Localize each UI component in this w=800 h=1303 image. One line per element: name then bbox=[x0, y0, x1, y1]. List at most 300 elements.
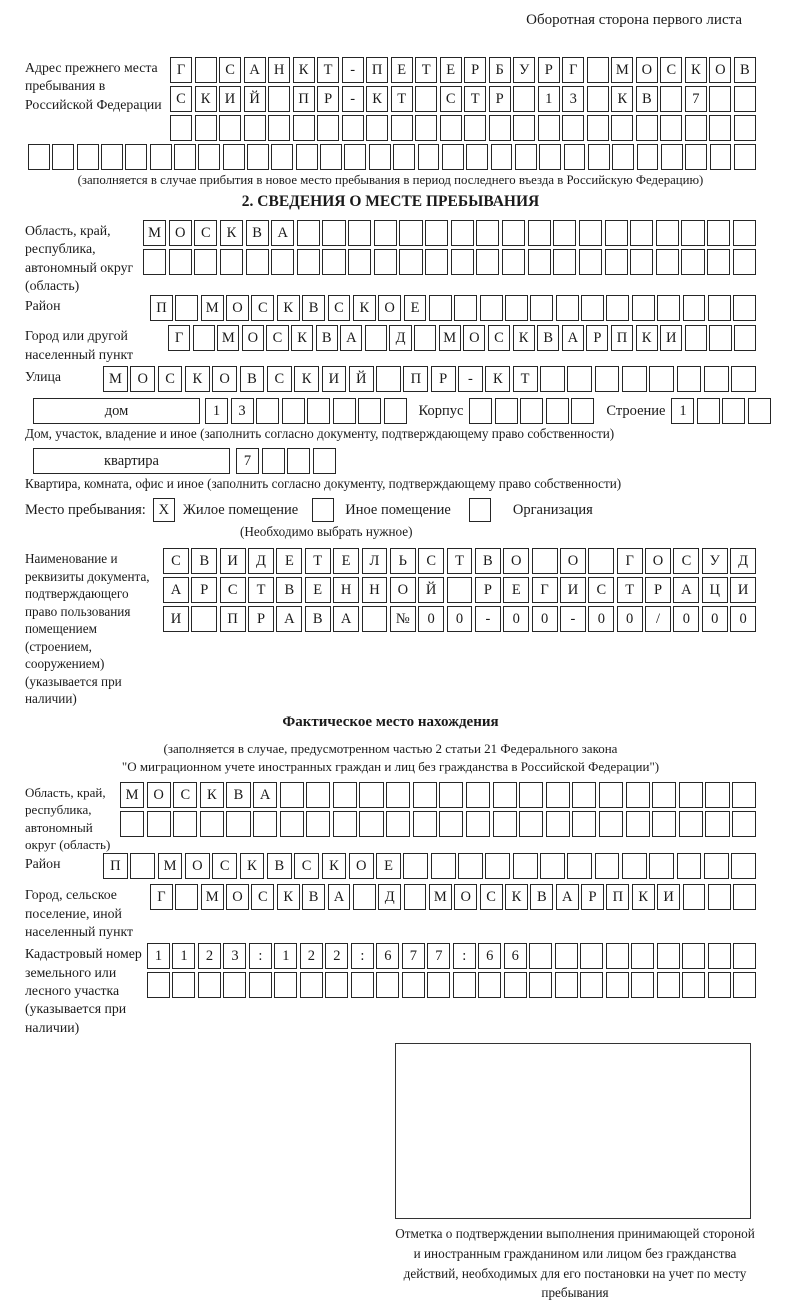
char-cell[interactable] bbox=[464, 115, 486, 141]
char-cell[interactable] bbox=[683, 884, 706, 910]
char-cell[interactable]: : bbox=[453, 943, 476, 969]
char-cell[interactable] bbox=[287, 448, 310, 474]
char-cell[interactable] bbox=[528, 220, 551, 246]
char-cell[interactable] bbox=[296, 144, 318, 170]
char-cell[interactable] bbox=[540, 853, 565, 879]
char-cell[interactable] bbox=[626, 811, 650, 837]
char-cell[interactable]: Ц bbox=[702, 577, 728, 603]
char-cell[interactable] bbox=[219, 115, 241, 141]
char-cell[interactable]: 0 bbox=[532, 606, 558, 632]
char-cell[interactable] bbox=[374, 249, 397, 275]
char-cell[interactable]: В bbox=[537, 325, 559, 351]
char-cell[interactable] bbox=[733, 220, 756, 246]
char-cell[interactable]: К bbox=[277, 884, 300, 910]
char-cell[interactable] bbox=[555, 943, 578, 969]
char-cell[interactable]: О bbox=[242, 325, 264, 351]
char-cell[interactable] bbox=[268, 115, 290, 141]
char-cell[interactable] bbox=[661, 144, 683, 170]
char-cell[interactable] bbox=[605, 220, 628, 246]
char-cell[interactable] bbox=[519, 811, 543, 837]
char-cell[interactable]: - bbox=[342, 57, 364, 83]
char-cell[interactable] bbox=[567, 366, 592, 392]
char-cell[interactable] bbox=[431, 853, 456, 879]
char-cell[interactable] bbox=[399, 220, 422, 246]
char-cell[interactable] bbox=[657, 943, 680, 969]
char-cell[interactable]: Н bbox=[333, 577, 359, 603]
char-cell[interactable] bbox=[631, 943, 654, 969]
char-cell[interactable] bbox=[656, 220, 679, 246]
char-cell[interactable] bbox=[599, 782, 623, 808]
char-cell[interactable] bbox=[489, 115, 511, 141]
char-cell[interactable]: М bbox=[201, 884, 224, 910]
char-cell[interactable]: В bbox=[530, 884, 553, 910]
char-cell[interactable] bbox=[485, 853, 510, 879]
char-cell[interactable] bbox=[734, 144, 756, 170]
char-cell[interactable]: 0 bbox=[730, 606, 756, 632]
char-cell[interactable] bbox=[476, 220, 499, 246]
char-cell[interactable] bbox=[579, 220, 602, 246]
char-cell[interactable] bbox=[530, 295, 553, 321]
char-cell[interactable] bbox=[734, 115, 756, 141]
char-cell[interactable]: Е bbox=[391, 57, 413, 83]
char-cell[interactable] bbox=[376, 366, 401, 392]
char-cell[interactable] bbox=[101, 144, 123, 170]
char-cell[interactable] bbox=[300, 972, 323, 998]
char-cell[interactable]: Т bbox=[464, 86, 486, 112]
char-cell[interactable] bbox=[256, 398, 279, 424]
char-cell[interactable] bbox=[458, 853, 483, 879]
char-cell[interactable]: Г bbox=[170, 57, 192, 83]
char-cell[interactable]: С bbox=[251, 884, 274, 910]
char-cell[interactable]: У bbox=[702, 548, 728, 574]
char-cell[interactable] bbox=[246, 249, 269, 275]
char-cell[interactable] bbox=[622, 366, 647, 392]
char-cell[interactable] bbox=[652, 811, 676, 837]
char-cell[interactable]: М bbox=[120, 782, 144, 808]
char-cell[interactable] bbox=[705, 811, 729, 837]
char-cell[interactable] bbox=[253, 811, 277, 837]
char-cell[interactable]: В bbox=[636, 86, 658, 112]
char-cell[interactable] bbox=[567, 853, 592, 879]
char-cell[interactable]: В bbox=[191, 548, 217, 574]
char-cell[interactable]: К bbox=[240, 853, 265, 879]
char-cell[interactable] bbox=[413, 782, 437, 808]
char-cell[interactable]: 2 bbox=[325, 943, 348, 969]
char-cell[interactable]: С bbox=[266, 325, 288, 351]
char-cell[interactable]: 6 bbox=[478, 943, 501, 969]
char-cell[interactable] bbox=[529, 972, 552, 998]
char-cell[interactable] bbox=[733, 972, 756, 998]
char-cell[interactable] bbox=[274, 972, 297, 998]
char-cell[interactable] bbox=[520, 398, 543, 424]
char-cell[interactable]: В bbox=[302, 295, 325, 321]
char-cell[interactable]: А bbox=[271, 220, 294, 246]
char-cell[interactable]: 0 bbox=[447, 606, 473, 632]
char-cell[interactable] bbox=[333, 398, 356, 424]
char-cell[interactable] bbox=[707, 220, 730, 246]
char-cell[interactable] bbox=[393, 144, 415, 170]
char-cell[interactable]: Р bbox=[317, 86, 339, 112]
char-cell[interactable] bbox=[556, 295, 579, 321]
char-cell[interactable] bbox=[682, 972, 705, 998]
char-cell[interactable] bbox=[564, 144, 586, 170]
char-cell[interactable] bbox=[404, 884, 427, 910]
char-cell[interactable]: Д bbox=[730, 548, 756, 574]
char-cell[interactable]: М bbox=[611, 57, 633, 83]
char-cell[interactable]: Т bbox=[617, 577, 643, 603]
checkbox-inoe[interactable] bbox=[312, 498, 334, 522]
char-cell[interactable] bbox=[587, 57, 609, 83]
char-cell[interactable] bbox=[440, 115, 462, 141]
char-cell[interactable] bbox=[403, 853, 428, 879]
char-cell[interactable] bbox=[425, 249, 448, 275]
char-cell[interactable] bbox=[710, 144, 732, 170]
char-cell[interactable] bbox=[175, 884, 198, 910]
char-cell[interactable]: Е bbox=[404, 295, 427, 321]
char-cell[interactable]: П bbox=[220, 606, 246, 632]
char-cell[interactable] bbox=[733, 295, 756, 321]
char-cell[interactable] bbox=[532, 548, 558, 574]
char-cell[interactable]: С bbox=[418, 548, 444, 574]
char-cell[interactable] bbox=[170, 115, 192, 141]
char-cell[interactable]: Н bbox=[362, 577, 388, 603]
char-cell[interactable] bbox=[226, 811, 250, 837]
char-cell[interactable] bbox=[120, 811, 144, 837]
char-cell[interactable] bbox=[529, 943, 552, 969]
char-cell[interactable] bbox=[599, 811, 623, 837]
char-cell[interactable] bbox=[268, 86, 290, 112]
char-cell[interactable]: К bbox=[513, 325, 535, 351]
char-cell[interactable]: М bbox=[217, 325, 239, 351]
char-cell[interactable]: Б bbox=[489, 57, 511, 83]
char-cell[interactable] bbox=[553, 220, 576, 246]
char-cell[interactable]: 3 bbox=[231, 398, 254, 424]
char-cell[interactable] bbox=[605, 249, 628, 275]
char-cell[interactable]: К bbox=[195, 86, 217, 112]
char-cell[interactable] bbox=[611, 115, 633, 141]
char-cell[interactable]: Р bbox=[191, 577, 217, 603]
checkbox-organizatsiya[interactable] bbox=[469, 498, 491, 522]
char-cell[interactable] bbox=[193, 325, 215, 351]
char-cell[interactable] bbox=[466, 811, 490, 837]
char-cell[interactable] bbox=[587, 86, 609, 112]
char-cell[interactable] bbox=[732, 811, 756, 837]
char-cell[interactable]: О bbox=[169, 220, 192, 246]
char-cell[interactable] bbox=[528, 249, 551, 275]
char-cell[interactable] bbox=[504, 972, 527, 998]
char-cell[interactable]: С bbox=[660, 57, 682, 83]
char-cell[interactable] bbox=[130, 853, 155, 879]
char-cell[interactable] bbox=[451, 220, 474, 246]
char-cell[interactable] bbox=[734, 86, 756, 112]
char-cell[interactable]: В bbox=[267, 853, 292, 879]
char-cell[interactable] bbox=[476, 249, 499, 275]
char-cell[interactable]: К bbox=[636, 325, 658, 351]
char-cell[interactable] bbox=[612, 144, 634, 170]
char-cell[interactable]: Й bbox=[349, 366, 374, 392]
char-cell[interactable]: 1 bbox=[205, 398, 228, 424]
char-cell[interactable] bbox=[125, 144, 147, 170]
char-cell[interactable] bbox=[271, 249, 294, 275]
char-cell[interactable]: А bbox=[340, 325, 362, 351]
char-cell[interactable]: С bbox=[163, 548, 189, 574]
char-cell[interactable] bbox=[595, 366, 620, 392]
char-cell[interactable] bbox=[143, 249, 166, 275]
char-cell[interactable]: Т bbox=[305, 548, 331, 574]
char-cell[interactable] bbox=[681, 220, 704, 246]
char-cell[interactable] bbox=[708, 972, 731, 998]
char-cell[interactable] bbox=[636, 115, 658, 141]
char-cell[interactable] bbox=[297, 249, 320, 275]
char-cell[interactable] bbox=[194, 249, 217, 275]
char-cell[interactable] bbox=[657, 972, 680, 998]
char-cell[interactable]: Л bbox=[362, 548, 388, 574]
char-cell[interactable]: Д bbox=[389, 325, 411, 351]
char-cell[interactable] bbox=[384, 398, 407, 424]
char-cell[interactable] bbox=[451, 249, 474, 275]
char-cell[interactable] bbox=[220, 249, 243, 275]
char-cell[interactable]: О bbox=[454, 884, 477, 910]
char-cell[interactable]: У bbox=[513, 57, 535, 83]
char-cell[interactable]: 7 bbox=[236, 448, 259, 474]
char-cell[interactable] bbox=[374, 220, 397, 246]
char-cell[interactable] bbox=[606, 295, 629, 321]
char-cell[interactable] bbox=[722, 398, 745, 424]
char-cell[interactable]: Т bbox=[415, 57, 437, 83]
char-cell[interactable] bbox=[546, 782, 570, 808]
char-cell[interactable]: 7 bbox=[427, 943, 450, 969]
char-cell[interactable]: О bbox=[560, 548, 586, 574]
char-cell[interactable]: 1 bbox=[147, 943, 170, 969]
char-cell[interactable] bbox=[28, 144, 50, 170]
char-cell[interactable] bbox=[579, 249, 602, 275]
char-cell[interactable]: М bbox=[103, 366, 128, 392]
char-cell[interactable] bbox=[656, 249, 679, 275]
char-cell[interactable] bbox=[708, 884, 731, 910]
char-cell[interactable]: Т bbox=[447, 548, 473, 574]
char-cell[interactable] bbox=[317, 115, 339, 141]
char-cell[interactable]: С bbox=[480, 884, 503, 910]
char-cell[interactable]: 7 bbox=[685, 86, 707, 112]
char-cell[interactable] bbox=[697, 398, 720, 424]
char-cell[interactable] bbox=[223, 144, 245, 170]
char-cell[interactable] bbox=[362, 606, 388, 632]
char-cell[interactable] bbox=[169, 249, 192, 275]
char-cell[interactable]: Е bbox=[305, 577, 331, 603]
char-cell[interactable] bbox=[453, 972, 476, 998]
char-cell[interactable] bbox=[77, 144, 99, 170]
char-cell[interactable]: К bbox=[220, 220, 243, 246]
char-cell[interactable]: К bbox=[291, 325, 313, 351]
char-cell[interactable] bbox=[679, 782, 703, 808]
char-cell[interactable]: О bbox=[185, 853, 210, 879]
char-cell[interactable]: П bbox=[611, 325, 633, 351]
char-cell[interactable]: Д bbox=[378, 884, 401, 910]
char-cell[interactable]: С bbox=[173, 782, 197, 808]
char-cell[interactable] bbox=[707, 249, 730, 275]
char-cell[interactable]: - bbox=[458, 366, 483, 392]
char-cell[interactable]: М bbox=[201, 295, 224, 321]
char-cell[interactable]: О bbox=[463, 325, 485, 351]
char-cell[interactable]: К bbox=[277, 295, 300, 321]
char-cell[interactable]: К bbox=[293, 57, 315, 83]
char-cell[interactable] bbox=[322, 220, 345, 246]
char-cell[interactable]: П bbox=[606, 884, 629, 910]
char-cell[interactable] bbox=[495, 398, 518, 424]
char-cell[interactable]: И bbox=[220, 548, 246, 574]
char-cell[interactable] bbox=[683, 295, 706, 321]
char-cell[interactable] bbox=[731, 366, 756, 392]
char-cell[interactable]: М bbox=[143, 220, 166, 246]
char-cell[interactable]: В bbox=[475, 548, 501, 574]
char-cell[interactable]: О bbox=[130, 366, 155, 392]
char-cell[interactable]: И bbox=[322, 366, 347, 392]
char-cell[interactable]: Е bbox=[333, 548, 359, 574]
char-cell[interactable]: О bbox=[378, 295, 401, 321]
char-cell[interactable]: А bbox=[276, 606, 302, 632]
char-cell[interactable] bbox=[150, 144, 172, 170]
char-cell[interactable]: С bbox=[294, 853, 319, 879]
char-cell[interactable] bbox=[734, 325, 756, 351]
char-cell[interactable] bbox=[649, 366, 674, 392]
char-cell[interactable] bbox=[200, 811, 224, 837]
char-cell[interactable] bbox=[466, 782, 490, 808]
char-cell[interactable] bbox=[399, 249, 422, 275]
char-cell[interactable] bbox=[365, 325, 387, 351]
char-cell[interactable]: 3 bbox=[562, 86, 584, 112]
char-cell[interactable] bbox=[262, 448, 285, 474]
char-cell[interactable] bbox=[469, 398, 492, 424]
char-cell[interactable] bbox=[540, 366, 565, 392]
char-cell[interactable]: 0 bbox=[702, 606, 728, 632]
char-cell[interactable] bbox=[513, 115, 535, 141]
char-cell[interactable] bbox=[297, 220, 320, 246]
char-cell[interactable]: О bbox=[349, 853, 374, 879]
char-cell[interactable] bbox=[677, 366, 702, 392]
char-cell[interactable]: К bbox=[353, 295, 376, 321]
char-cell[interactable]: А bbox=[253, 782, 277, 808]
char-cell[interactable]: К bbox=[611, 86, 633, 112]
char-cell[interactable]: С bbox=[488, 325, 510, 351]
char-cell[interactable]: С bbox=[158, 366, 183, 392]
char-cell[interactable] bbox=[439, 811, 463, 837]
char-cell[interactable] bbox=[478, 972, 501, 998]
char-cell[interactable] bbox=[244, 115, 266, 141]
char-cell[interactable]: Р bbox=[464, 57, 486, 83]
char-cell[interactable] bbox=[359, 782, 383, 808]
char-cell[interactable] bbox=[733, 249, 756, 275]
char-cell[interactable] bbox=[630, 249, 653, 275]
char-cell[interactable]: О bbox=[212, 366, 237, 392]
char-cell[interactable] bbox=[439, 782, 463, 808]
char-cell[interactable]: Р bbox=[489, 86, 511, 112]
char-cell[interactable]: В bbox=[302, 884, 325, 910]
char-cell[interactable]: В bbox=[305, 606, 331, 632]
char-cell[interactable] bbox=[587, 115, 609, 141]
char-cell[interactable]: С bbox=[219, 57, 241, 83]
char-cell[interactable] bbox=[513, 853, 538, 879]
char-cell[interactable] bbox=[502, 220, 525, 246]
char-cell[interactable]: В bbox=[240, 366, 265, 392]
char-cell[interactable] bbox=[351, 972, 374, 998]
char-cell[interactable]: С bbox=[267, 366, 292, 392]
char-cell[interactable] bbox=[306, 811, 330, 837]
char-cell[interactable] bbox=[386, 782, 410, 808]
char-cell[interactable]: А bbox=[244, 57, 266, 83]
char-cell[interactable]: Й bbox=[244, 86, 266, 112]
char-cell[interactable] bbox=[173, 811, 197, 837]
char-cell[interactable]: К bbox=[485, 366, 510, 392]
char-cell[interactable]: 1 bbox=[538, 86, 560, 112]
char-cell[interactable] bbox=[539, 144, 561, 170]
char-cell[interactable] bbox=[704, 853, 729, 879]
char-cell[interactable] bbox=[447, 577, 473, 603]
char-cell[interactable] bbox=[679, 811, 703, 837]
char-cell[interactable] bbox=[637, 144, 659, 170]
char-cell[interactable]: 1 bbox=[671, 398, 694, 424]
char-cell[interactable]: В bbox=[226, 782, 250, 808]
char-cell[interactable]: 2 bbox=[198, 943, 221, 969]
char-cell[interactable] bbox=[342, 115, 364, 141]
char-cell[interactable]: Н bbox=[268, 57, 290, 83]
char-cell[interactable] bbox=[307, 398, 330, 424]
char-cell[interactable]: С bbox=[212, 853, 237, 879]
char-cell[interactable] bbox=[282, 398, 305, 424]
char-cell[interactable]: Р bbox=[645, 577, 671, 603]
char-cell[interactable] bbox=[249, 972, 272, 998]
char-cell[interactable] bbox=[580, 943, 603, 969]
char-cell[interactable] bbox=[195, 115, 217, 141]
char-cell[interactable]: Г bbox=[532, 577, 558, 603]
char-cell[interactable] bbox=[348, 220, 371, 246]
char-cell[interactable]: Й bbox=[418, 577, 444, 603]
char-cell[interactable]: К bbox=[200, 782, 224, 808]
char-cell[interactable]: Р bbox=[581, 884, 604, 910]
char-cell[interactable] bbox=[660, 115, 682, 141]
char-cell[interactable]: И bbox=[660, 325, 682, 351]
char-cell[interactable]: П bbox=[366, 57, 388, 83]
char-cell[interactable]: - bbox=[560, 606, 586, 632]
char-cell[interactable]: М bbox=[158, 853, 183, 879]
char-cell[interactable] bbox=[191, 606, 217, 632]
char-cell[interactable]: И bbox=[560, 577, 586, 603]
char-cell[interactable] bbox=[425, 220, 448, 246]
char-cell[interactable] bbox=[493, 782, 517, 808]
char-cell[interactable] bbox=[580, 972, 603, 998]
char-cell[interactable]: О bbox=[226, 295, 249, 321]
char-cell[interactable] bbox=[630, 220, 653, 246]
char-cell[interactable] bbox=[293, 115, 315, 141]
char-cell[interactable]: 0 bbox=[673, 606, 699, 632]
char-cell[interactable] bbox=[195, 57, 217, 83]
char-cell[interactable] bbox=[454, 295, 477, 321]
char-cell[interactable] bbox=[415, 86, 437, 112]
char-cell[interactable]: К bbox=[185, 366, 210, 392]
char-cell[interactable]: О bbox=[390, 577, 416, 603]
char-cell[interactable] bbox=[502, 249, 525, 275]
char-cell[interactable]: Е bbox=[376, 853, 401, 879]
char-cell[interactable] bbox=[555, 972, 578, 998]
char-cell[interactable] bbox=[546, 811, 570, 837]
char-cell[interactable] bbox=[685, 115, 707, 141]
char-cell[interactable]: 0 bbox=[503, 606, 529, 632]
char-cell[interactable]: И bbox=[730, 577, 756, 603]
char-cell[interactable] bbox=[198, 972, 221, 998]
char-cell[interactable] bbox=[538, 115, 560, 141]
char-cell[interactable]: Т bbox=[391, 86, 413, 112]
char-cell[interactable] bbox=[353, 884, 376, 910]
char-cell[interactable] bbox=[348, 249, 371, 275]
